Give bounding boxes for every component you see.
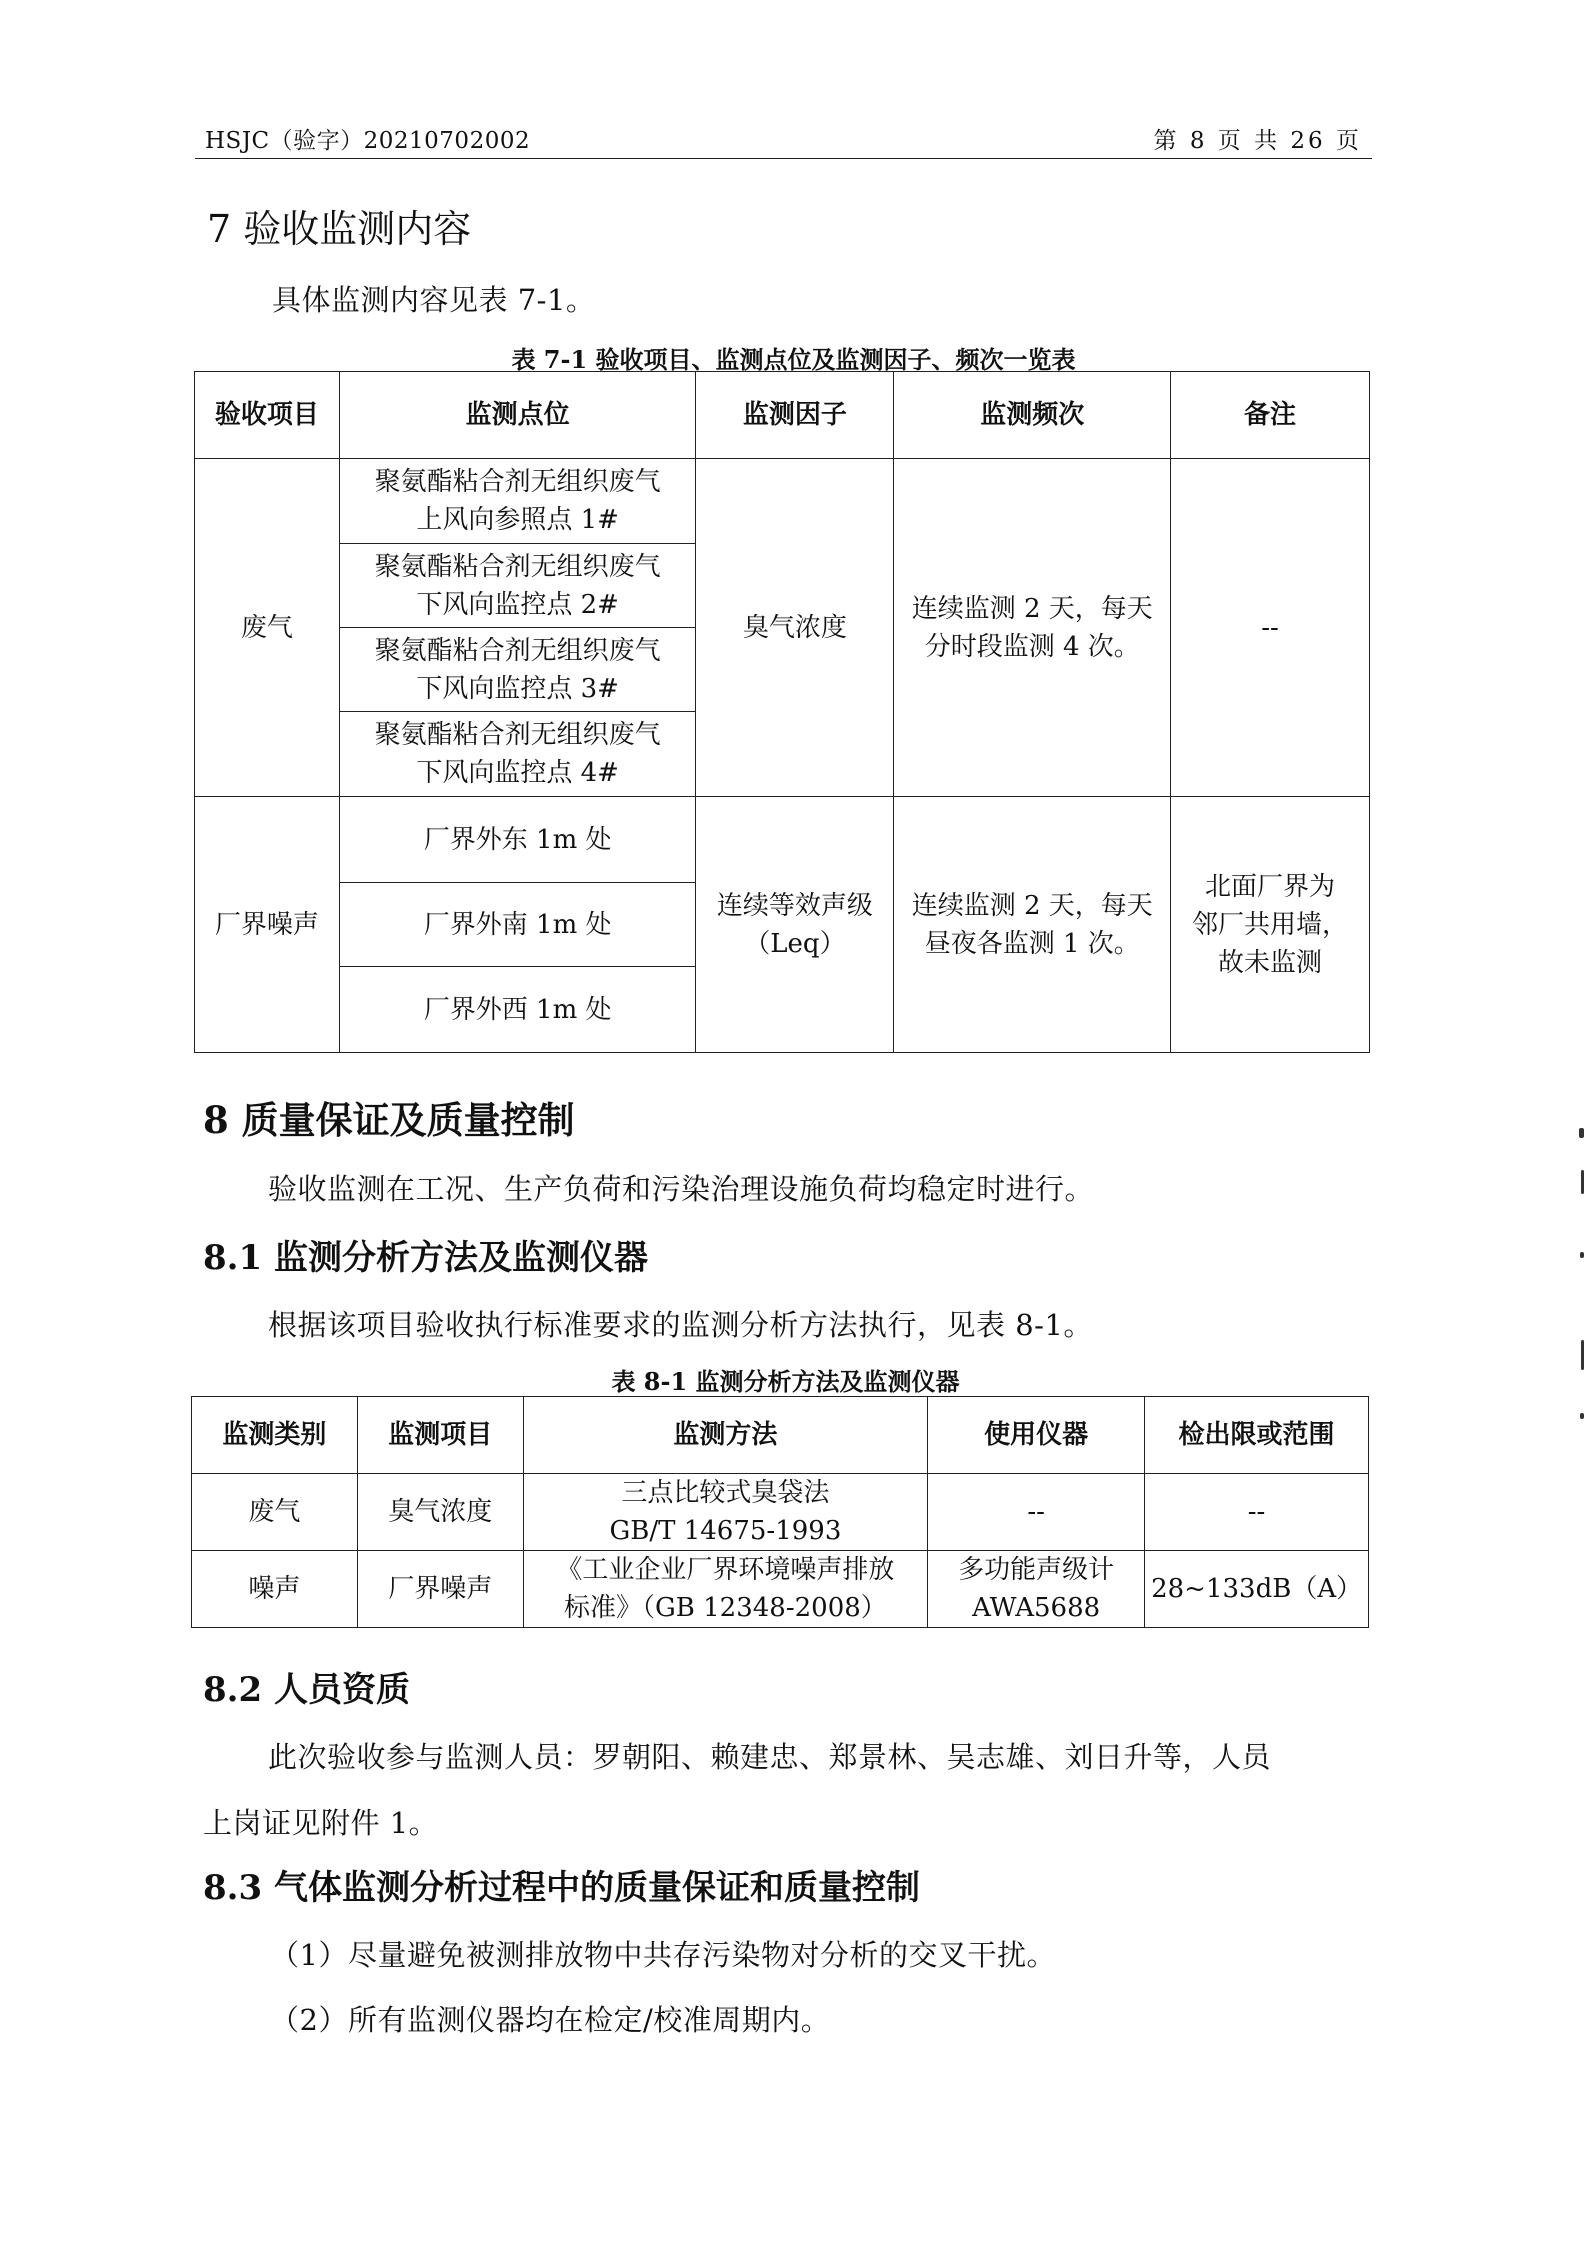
item-cell: 厂界噪声 bbox=[357, 1551, 523, 1628]
table-row bbox=[192, 1551, 1369, 1628]
section-8-heading: 8 质量保证及质量控制 bbox=[203, 1098, 575, 1142]
section-8-intro: 验收监测在工况、生产负荷和污染治理设施负荷均稳定时进行。 bbox=[268, 1172, 1095, 1206]
column-header: 验收项目 bbox=[195, 372, 340, 459]
range-cell: -- bbox=[1145, 1474, 1369, 1551]
method-cell: 《工业企业厂界环境噪声排放 标准》（GB 12348-2008） bbox=[523, 1551, 928, 1628]
type-cell: 噪声 bbox=[192, 1551, 358, 1628]
table-7-1-caption: 表 7-1 验收项目、监测点位及监测因子、频次一览表 bbox=[511, 345, 1076, 374]
header-report-number: HSJC（验字）20210702002 bbox=[205, 128, 531, 154]
section-8-3-item-2: （2）所有监测仪器均在检定/校准周期内。 bbox=[270, 2003, 831, 2037]
scan-edge-mark bbox=[1580, 1252, 1584, 1258]
section-8-2-line-1: 此次验收参与监测人员：罗朝阳、赖建忠、郑景林、吴志雄、刘日升等，人员 bbox=[268, 1740, 1272, 1774]
point-cell: 聚氨酯粘合剂无组织废气 下风向监控点 2# bbox=[339, 544, 696, 628]
point-cell: 厂界外南 1m 处 bbox=[339, 883, 696, 967]
instrument-cell: 多功能声级计 AWA5688 bbox=[928, 1551, 1145, 1628]
column-header: 监测点位 bbox=[339, 372, 696, 459]
column-header: 监测因子 bbox=[696, 372, 894, 459]
column-header: 备注 bbox=[1171, 372, 1370, 459]
section-8-3-item-1: （1）尽量避免被测排放物中共存污染物对分析的交叉干扰。 bbox=[270, 1938, 1056, 1972]
note-cell: -- bbox=[1171, 459, 1370, 797]
column-header: 检出限或范围 bbox=[1145, 1397, 1369, 1474]
section-8-3-heading: 8.3 气体监测分析过程中的质量保证和质量控制 bbox=[203, 1868, 920, 1908]
item-cell: 厂界噪声 bbox=[195, 797, 340, 1053]
section-8-1-heading: 8.1 监测分析方法及监测仪器 bbox=[203, 1238, 648, 1278]
section-8-1-intro: 根据该项目验收执行标准要求的监测分析方法执行，见表 8-1。 bbox=[268, 1308, 1093, 1342]
table-7-1 bbox=[194, 371, 1370, 1053]
item-cell: 废气 bbox=[195, 459, 340, 797]
column-header: 监测方法 bbox=[523, 1397, 928, 1474]
scan-edge-mark bbox=[1579, 1128, 1584, 1138]
frequency-cell: 连续监测 2 天，每天 分时段监测 4 次。 bbox=[894, 459, 1171, 797]
type-cell: 废气 bbox=[192, 1474, 358, 1551]
point-cell: 聚氨酯粘合剂无组织废气 上风向参照点 1# bbox=[339, 459, 696, 544]
column-header: 监测项目 bbox=[357, 1397, 523, 1474]
scan-edge-mark bbox=[1581, 1170, 1584, 1194]
section-8-2-line-2: 上岗证见附件 1。 bbox=[203, 1806, 439, 1840]
note-cell: 北面厂界为 邻厂共用墙， 故未监测 bbox=[1171, 797, 1370, 1053]
table-8-1 bbox=[191, 1396, 1369, 1628]
instrument-cell: -- bbox=[928, 1474, 1145, 1551]
method-cell: 三点比较式臭袋法 GB/T 14675-1993 bbox=[523, 1474, 928, 1551]
table-row bbox=[192, 1474, 1369, 1551]
scan-edge-mark bbox=[1580, 1413, 1584, 1419]
section-8-2-heading: 8.2 人员资质 bbox=[203, 1670, 410, 1710]
table-header-row bbox=[192, 1397, 1369, 1474]
column-header: 监测类别 bbox=[192, 1397, 358, 1474]
factor-cell: 连续等效声级 （Leq） bbox=[696, 797, 894, 1053]
scan-edge-mark bbox=[1581, 1340, 1584, 1370]
factor-cell: 臭气浓度 bbox=[696, 459, 894, 797]
table-8-1-caption: 表 8-1 监测分析方法及监测仪器 bbox=[611, 1367, 960, 1396]
section-7-heading: 7 验收监测内容 bbox=[207, 207, 472, 251]
range-cell: 28~133dB（A） bbox=[1145, 1551, 1369, 1628]
column-header: 监测频次 bbox=[894, 372, 1171, 459]
header-page-number: 第 8 页 共 26 页 bbox=[1153, 128, 1362, 154]
header-rule bbox=[195, 158, 1372, 159]
frequency-cell: 连续监测 2 天，每天 昼夜各监测 1 次。 bbox=[894, 797, 1171, 1053]
column-header: 使用仪器 bbox=[928, 1397, 1145, 1474]
point-cell: 聚氨酯粘合剂无组织废气 下风向监控点 4# bbox=[339, 712, 696, 797]
table-row bbox=[195, 797, 1370, 883]
point-cell: 厂界外东 1m 处 bbox=[339, 797, 696, 883]
table-row bbox=[195, 459, 1370, 544]
item-cell: 臭气浓度 bbox=[357, 1474, 523, 1551]
point-cell: 聚氨酯粘合剂无组织废气 下风向监控点 3# bbox=[339, 628, 696, 712]
section-7-intro: 具体监测内容见表 7-1。 bbox=[272, 283, 596, 317]
table-header-row bbox=[195, 372, 1370, 459]
point-cell: 厂界外西 1m 处 bbox=[339, 967, 696, 1053]
